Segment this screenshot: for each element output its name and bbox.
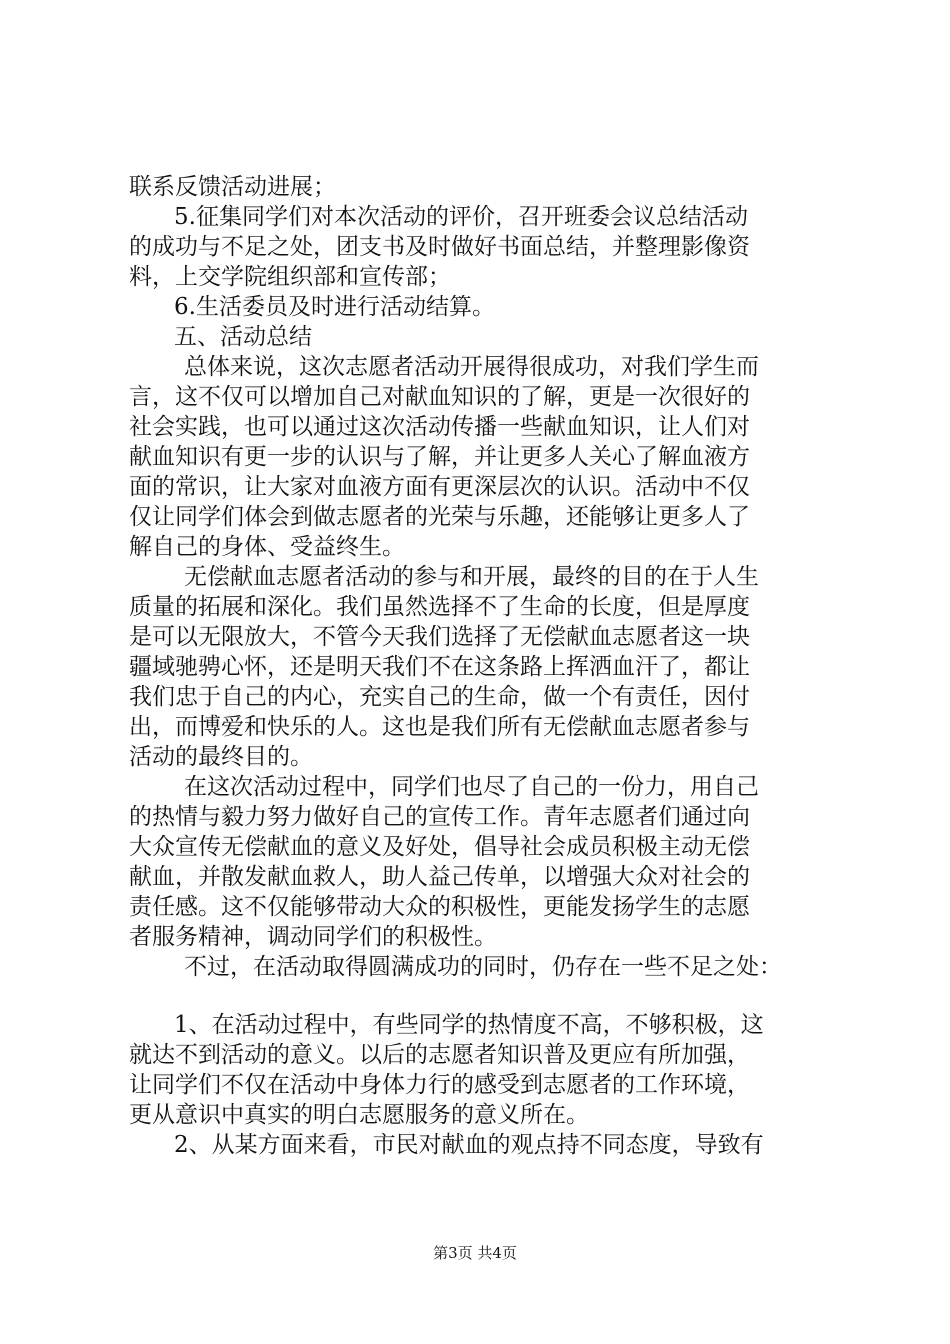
text-line: 言，这不仅可以增加自己对献血知识的了解，更是一次很好的 [129,384,750,410]
text-line: 料，上交学院组织部和宣传部； [129,264,451,290]
text-line: 是可以无限放大，不管今天我们选择了无偿献血志愿者这一块 [129,624,750,650]
text-line: 2、从某方面来看，市民对献血的观点持不同态度，导致有 [174,1132,764,1158]
text-line: 无偿献血志愿者活动的参与和开展，最终的目的在于人生 [184,564,759,590]
text-line: 我们忠于自己的内心，充实自己的生命，做一个有责任，因付 [129,684,750,710]
text-line: 活动的最终目的。 [129,744,313,770]
text-line: 献血，并散发献血救人，助人益己传单，以增强大众对社会的 [129,864,750,890]
text-line: 责任感。这不仅能够带动大众的积极性，更能发扬学生的志愿 [129,894,750,920]
text-line: 出，而博爱和快乐的人。这也是我们所有无偿献血志愿者参与 [129,714,750,740]
text-line: 质量的拓展和深化。我们虽然选择不了生命的长度，但是厚度 [129,594,750,620]
text-line: 不过，在活动取得圆满成功的同时，仍存在一些不足之处： [184,954,782,980]
text-line: 让同学们不仅在活动中身体力行的感受到志愿者的工作环境， [129,1072,750,1098]
text-line: 解自己的身体、受益终生。 [129,534,405,560]
text-line: 总体来说，这次志愿者活动开展得很成功，对我们学生而 [184,354,759,380]
text-line: 的成功与不足之处，团支书及时做好书面总结，并整理影像资 [129,234,750,260]
text-line: 大众宣传无偿献血的意义及好处，倡导社会成员积极主动无偿 [129,834,750,860]
text-line: 社会实践，也可以通过这次活动传播一些献血知识，让人们对 [129,414,750,440]
text-line: 献血知识有更一步的认识与了解，并让更多人关心了解血液方 [129,444,750,470]
text-line: 1、在活动过程中，有些同学的热情度不高，不够积极，这 [174,1012,764,1038]
text-line: 疆域驰骋心怀，还是明天我们不在这条路上挥洒血汗了，都让 [129,654,750,680]
text-line: 在这次活动过程中，同学们也尽了自己的一份力，用自己 [184,774,759,800]
text-line: 面的常识，让大家对血液方面有更深层次的认识。活动中不仅 [129,474,750,500]
text-line: 5.征集同学们对本次活动的评价，召开班委会议总结活动 [174,204,748,230]
text-line: 更从意识中真实的明白志愿服务的意义所在。 [129,1102,589,1128]
text-line: 6.生活委员及时进行活动结算。 [174,294,495,320]
page-footer: 第3页 共4页 [433,1244,517,1262]
text-line: 就达不到活动的意义。以后的志愿者知识普及更应有所加强， [129,1042,750,1068]
text-line: 者服务精神，调动同学们的积极性。 [129,924,497,950]
text-line: 仅让同学们体会到做志愿者的光荣与乐趣，还能够让更多人了 [129,504,750,530]
text-line: 联系反馈活动进展； [129,174,336,200]
text-line: 五、活动总结 [174,324,312,350]
text-line: 的热情与毅力努力做好自己的宣传工作。青年志愿者们通过向 [129,804,750,830]
